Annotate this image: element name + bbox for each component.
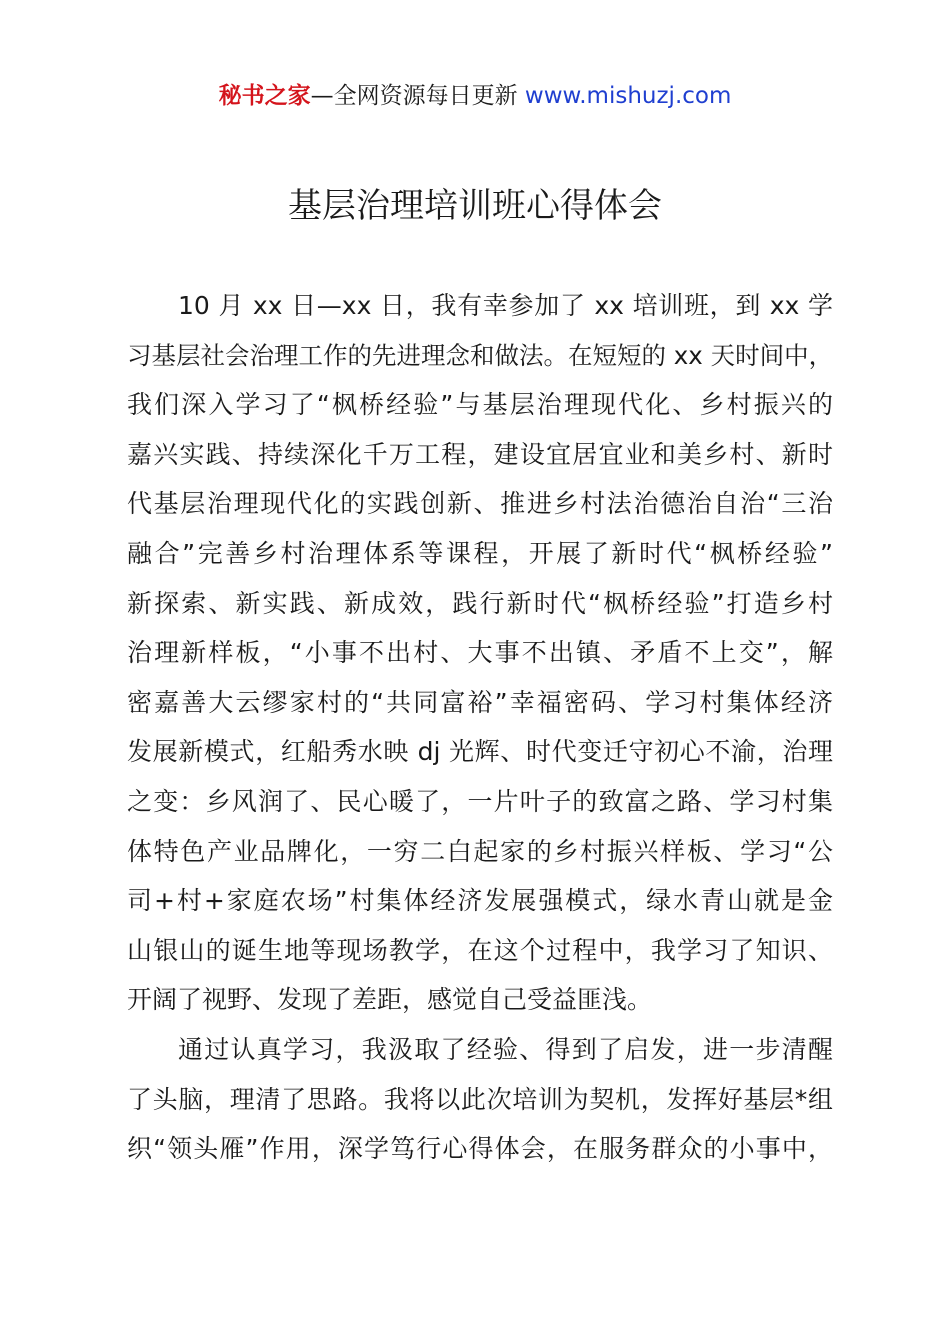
site-brand: 秘书之家 <box>218 83 311 109</box>
paragraph-line: 体特色产业品牌化，一穷二白起家的乡村振兴样板、学习“公 <box>127 836 833 866</box>
paragraph-line: 治理新样板，“小事不出村、大事不出镇、矛盾不上交”，解 <box>127 638 833 668</box>
document-body <box>127 281 833 1174</box>
paragraph-1 <box>127 281 833 1025</box>
paragraph-line: 山银山的诞生地等现场教学，在这个过程中，我学习了知识、 <box>127 935 833 965</box>
paragraph-line: 融合”完善乡村治理体系等课程，开展了新时代“枫桥经验” <box>127 538 833 568</box>
paragraph-line: 嘉兴实践、持续深化千万工程，建设宜居宜业和美乡村、新时 <box>127 439 833 469</box>
paragraph-line: 新探索、新实践、新成效，践行新时代“枫桥经验”打造乡村 <box>127 588 833 618</box>
paragraph-line: 发展新模式，红船秀水映 dj 光辉、时代变迁守初心不渝，治理 <box>127 737 833 767</box>
paragraph-line: 司+村+家庭农场”村集体经济发展强模式，绿水青山就是金 <box>127 886 833 916</box>
paragraph-line: 10 月 xx 日—xx 日，我有幸参加了 xx 培训班，到 xx 学 <box>178 291 833 320</box>
paragraph-line: 习基层社会治理工作的先进理念和做法。在短短的 xx 天时间中， <box>127 340 834 370</box>
site-url-link[interactable]: www.mishuzj.com <box>524 83 732 109</box>
paragraph-line: 我们深入学习了“枫桥经验”与基层治理现代化、乡村振兴的 <box>127 390 833 420</box>
document-title: 基层治理培训班心得体会 <box>288 186 662 226</box>
paragraph-line: 开阔了视野、发现了差距，感觉自己受益匪浅。 <box>127 985 653 1015</box>
site-slogan: —全网资源每日更新 <box>310 83 525 109</box>
paragraph-line: 了头脑，理清了思路。我将以此次培训为契机，发挥好基层*组 <box>127 1084 833 1114</box>
paragraph-line: 代基层治理现代化的实践创新、推进乡村法治德治自治“三治 <box>127 489 833 519</box>
paragraph-line: 通过认真学习，我汲取了经验、得到了启发，进一步清醒 <box>178 1034 833 1064</box>
paragraph-2 <box>127 1025 833 1174</box>
paragraph-line: 织“领头雁”作用，深学笃行心得体会，在服务群众的小事中， <box>127 1134 833 1164</box>
paragraph-line: 密嘉善大云缪家村的“共同富裕”幸福密码、学习村集体经济 <box>127 687 833 717</box>
paragraph-line: 之变：乡风润了、民心暖了，一片叶子的致富之路、学习村集 <box>127 786 833 816</box>
site-header <box>0 80 950 112</box>
